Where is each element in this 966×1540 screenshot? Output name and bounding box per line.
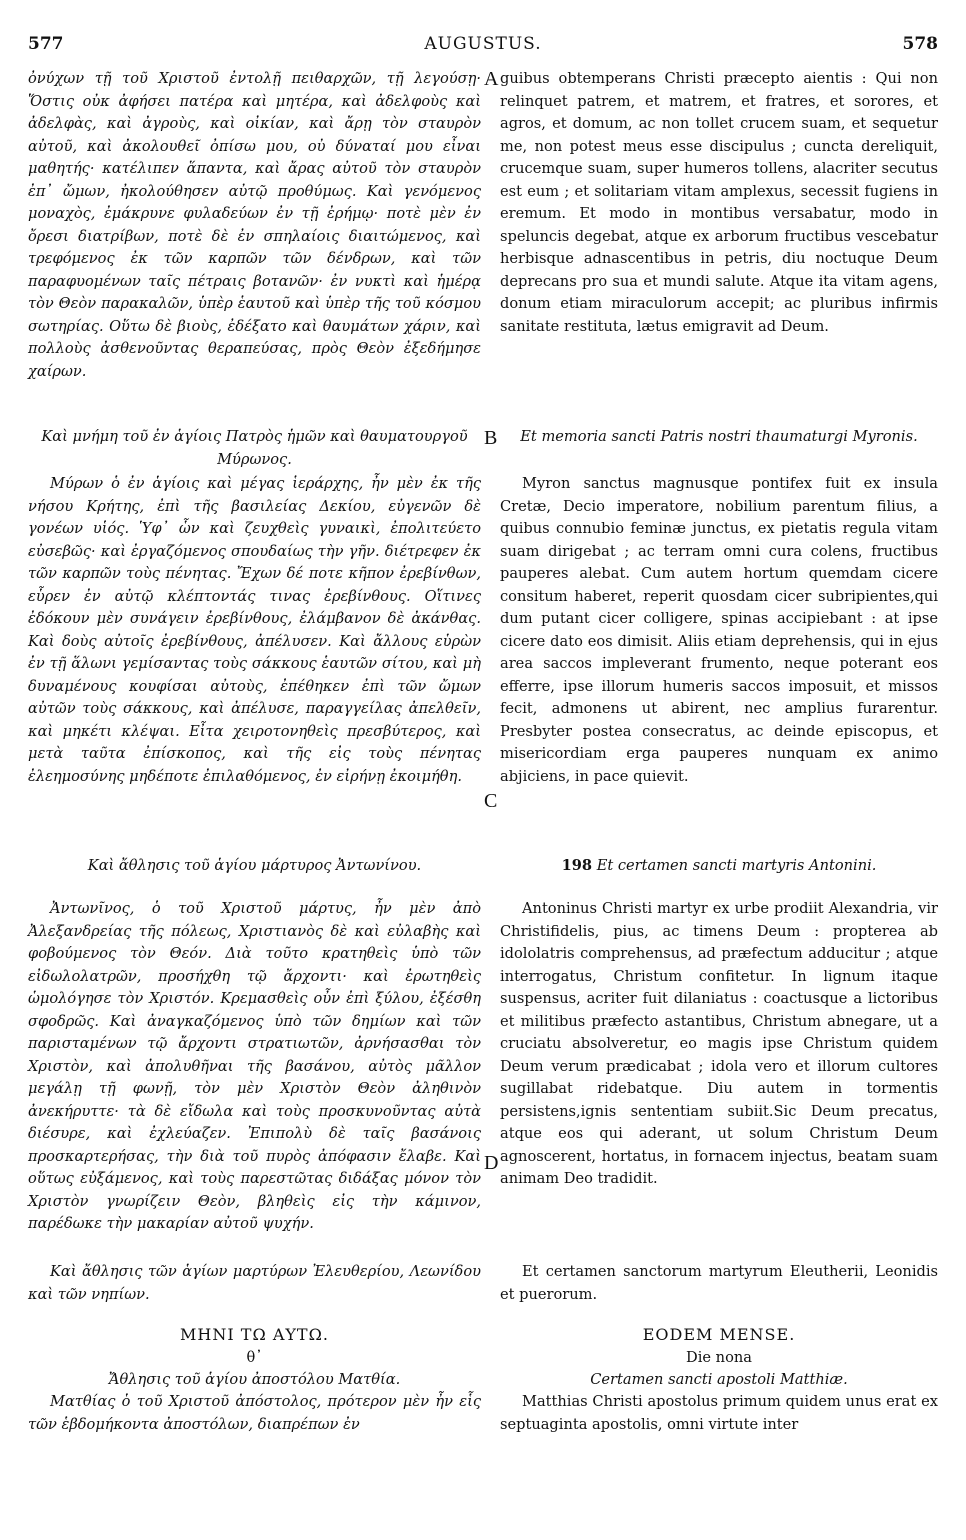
greek-heading-antoninus: Καὶ ἄθλησις τοῦ ἁγίου μάρτυρος Ἀντωνίνου. bbox=[87, 857, 422, 874]
margin-letter-c: C bbox=[484, 790, 498, 812]
greek-paragraph-myron: Μύρων ὁ ἐν ἁγίοις καὶ μέγας ἱεράρχης, ἦν μὲν ἐκ τῆς νήσου Κρήτης, ἐπὶ τῆς βασιλείας Δεκίου, εὐγενῶν δὲ γονέων υἱός. Ὑφ᾽ ὧν καὶ ζευχθεὶς γυναικὶ, ἐπολιτεύετο εὐσεβῶς· καὶ ἐργαζόμενος σπουδαίως τὴν γῆν. διέτρεφεν ἐκ τῶν καρπῶν τοὺς πένητας. Ἔχων δέ ποτε κῆπον ἐρεβίνθων, εὗρεν ἐν αὐτῷ κλέπτοντάς τινας ἐρεβίνθους. Οἵτινες ἐδόκουν μὲν συνάγειν ἐρεβίνθους, ἐλάμβανον δὲ ἀκάνθας. Καὶ δοὺς αὐτοῖς ἐρεβίνθους, ἀπέλυσεν. Καὶ ἄλλους εὑρὼν ἐν τῇ ἅλωνι γεμίσαντας τοὺς σάκκους ἑαυτῶν σίτου, καὶ μὴ δυναμένους κουφίσαι αὐτοὺς, ἐπέθηκεν ἐπὶ τῶν ὤμων αὐτῶν τοὺς σάκκους, καὶ ἀπέλυσε, παραγγείλας ἀπελθεῖν, καὶ μηκέτι κλέψαι. Εἶτα χειροτονηθεὶς πρεσβύτερος, καὶ μετὰ ταῦτα ἐπίσκοπος, καὶ τῆς εἰς τοὺς πένητας ἐλεημοσύνης μηδέποτε ἐπιλαθόμενος, ἐν εἰρήνῃ ἐκοιμήθη. bbox=[28, 475, 481, 785]
latin-paragraph-antoninus: Antoninus Christi martyr ex urbe prodiit Alexandria, vir Christifidelis, pius, ac timens Deum : propterea ab idololatris comprehensus, ad præfectum adducitur ; atque interrogatus, Christum confitetur. In lignum itaque suspensus, acriter fuit dilaniatus : coactusque a lictoribus et militibus præfecto astantibus, Christum abnegare, ut a cruciatu absolveretur, eo magis ipse Christum quidem Deum verum prædicabat ; idola vero et illorum cultores sugillabat ridebatque. Diu autem in tormentis persistens,ignis sententiam subiit.Sic Deum precatus, atque eos qui aderant, ut solum Christum Deum agnoscerent, hortatus, in fornacem injectus, beatam suam animam Deo tradidit. bbox=[500, 900, 938, 1187]
latin-day-label: Die nona bbox=[686, 1348, 752, 1366]
margin-letter-a: A bbox=[484, 68, 499, 90]
page-header bbox=[28, 34, 938, 58]
margin-letter-b: B bbox=[484, 427, 498, 449]
greek-paragraph-matthias: Ματθίας ὁ τοῦ Χριστοῦ ἀπόστολος, πρότερον μὲν ἦν εἷς τῶν ἑβδομήκοντα ἀποστόλων, διαπρέπων ἐν bbox=[28, 1393, 481, 1433]
latin-heading-myron: Et memoria sancti Patris nostri thaumaturgi Myronis. bbox=[520, 428, 918, 445]
greek-heading-matthias: Ἄθλησις τοῦ ἁγίου ἀποστόλου Ματθία. bbox=[108, 1371, 401, 1388]
latin-heading-eleutherius: Et certamen sanctorum martyrum Eleutherii, Leonidis et puerorum. bbox=[500, 1263, 938, 1303]
greek-day-number: θ᾽ bbox=[246, 1348, 263, 1366]
latin-paragraph-matthias: Matthias Christi apostolus primum quidem unus erat ex septuaginta apostolis, omni virtute inter bbox=[500, 1393, 938, 1433]
greek-month-heading: ΜΗΝΙ ΤΩ ΑΥΤΩ. bbox=[180, 1325, 329, 1344]
latin-heading-antoninus bbox=[500, 855, 938, 878]
latin-paragraph-1: guibus obtemperans Christi præcepto aientis : Qui non relinquet patrem, et matrem, et fratres, et sorores, et agros, et domum, ac non tollet crucem suam, et sequetur me, non potest meus esse discipulus ; cuncta dereliquit, crucemque suam, super humeros tollens, alacriter secutus est eum ; et solitariam vitam amplexus, secessit fugiens in eremum. Et modo in montibus versabatur, modo in speluncis degebat, atque ex arborum fructibus vescebatur herbisque adnascentibus in petris, diu noctuque Deum deprecans pro sua et mundi salute. Atque ita vitam agens, donum etiam miraculorum accepit; ac pluribus infirmis sanitate restituta, lætus emigravit ad Deum. bbox=[500, 70, 938, 335]
page-number-left: 577 bbox=[28, 34, 64, 54]
latin-paragraph-myron: Myron sanctus magnusque pontifex fuit ex insula Cretæ, Decio imperatore, nobilium parentum filius, a quibus connubio feminæ junctus, ex pietatis regula vitam suam dirigebat ; ac terram omni cura colens, fructibus pauperes alebat. Cum autem hortum quemdam cicere consitum haberet, reperit quosdam cicer subripientes,qui dum putant cicer colligere, spinas accipiebant : at ipse cicere dato eos dimisit. Aliis etiam deprehensis, qui in ejus area saccos impleverant frumento, neque poterant eos efferre, ipse illorum humeris saccos imposuit, et missos fecit, admonens ut abirent, nec amplius furarentur. Presbyter postea consecratus, ac deinde episcopus, et misericordiam erga pauperes nunquam ex animo abjiciens, in pace quievit. bbox=[500, 475, 938, 785]
section-number: 198 bbox=[561, 857, 593, 874]
greek-heading-eleutherius: Καὶ ἄθλησις τῶν ἁγίων μαρτύρων Ἐλευθερίου, Λεωνίδου καὶ τῶν νηπίων. bbox=[28, 1263, 481, 1303]
latin-month-heading: EODEM MENSE. bbox=[642, 1325, 796, 1344]
greek-paragraph-antoninus: Ἀντωνῖνος, ὁ τοῦ Χριστοῦ μάρτυς, ἦν μὲν ἀπὸ Ἀλεξανδρείας τῆς πόλεως, Χριστιανὸς δὲ καὶ εὐλαβὴς καὶ φοβούμενος τὸν Θεόν. Διὰ τοῦτο κρατηθεὶς ὑπὸ τῶν εἰδωλολατρῶν, προσήχθη τῷ ἄρχοντι· καὶ ἐρωτηθεὶς ὡμολόγησε τὸν Χριστόν. Κρεμασθεὶς οὖν ἐπὶ ξύλου, ἐξέσθη σφοδρῶς. Καὶ ἀναγκαζόμενος ὑπὸ τῶν δημίων καὶ τῶν παρισταμένων τῷ ἄρχοντι στρατιωτῶν, ἀρνήσασθαι τὸν Χριστὸν, καὶ ἀπολυθῆναι τῆς βασάνου, αὐτὸς μᾶλλον μεγάλῃ τῇ φωνῇ, τὸν μὲν Χριστὸν Θεὸν ἀληθινὸν ἀνεκήρυττε· τὰ δὲ εἴδωλα καὶ τοὺς προσκυνοῦντας αὐτὰ διέσυρε, καὶ ἐχλεύαζεν. Ἐπιπολὺ δὲ ταῖς βασάνοις προσκαρτερήσας, τὴν διὰ τοῦ πυρὸς ἀπόφασιν ἔλαβε. Καὶ οὕτως εὐξάμενος, καὶ τοὺς παρεστῶτας διδάξας μόνον τὸν Χριστὸν γνωρίζειν Θεὸν, βληθεὶς εἰς τὴν κάμινον, παρέδωκε τὴν μακαρίαν αὐτοῦ ψυχήν. bbox=[28, 900, 481, 1232]
greek-paragraph-1: ὀνύχων τῇ τοῦ Χριστοῦ ἐντολῇ πειθαρχῶν, τῇ λεγούσῃ· Ὅστις οὐκ ἀφήσει πατέρα καὶ μητέρα, καὶ ἀδελφοὺς καὶ ἀδελφὰς, καὶ ἀγροὺς, καὶ οἰκίαν, καὶ ἄρῃ τὸν σταυρὸν αὐτοῦ, καὶ ἀκολουθεῖ ὀπίσω μου, οὐ δύναταί μου εἶναι μαθητής· κατέλιπεν ἅπαντα, καὶ ἄρας αὐτοῦ τὸν σταυρὸν ἐπ᾽ ὤμων, ἠκολούθησεν αὐτῷ προθύμως. Καὶ γενόμενος μοναχὸς, ἐμάκρυνε φυλαδεύων ἐν τῇ ἐρήμῳ· ποτὲ μὲν ἐν ὄρεσι διατρίβων, ποτὲ δὲ ἐν σπηλαίοις διαιτώμενος, καὶ τρεφόμενος ἐκ τῶν καρπῶν τῶν δένδρων, καὶ τῶν παραφυομένων ταῖς πέτραις βοτανῶν· ἐν νυκτὶ καὶ ἡμέρᾳ τὸν Θεὸν παρακαλῶν, ὑπὲρ ἑαυτοῦ καὶ ὑπὲρ τῆς τοῦ κόσμου σωτηρίας. Οὕτω δὲ βιοὺς, ἐδέξατο καὶ θαυμάτων χάριν, καὶ πολλοὺς ἀσθενοῦντας θεραπεύσας, πρὸς Θεὸν ἐξεδήμησε χαίρων. bbox=[28, 70, 481, 380]
margin-letter-d: D bbox=[484, 1152, 499, 1174]
greek-heading-myron: Καὶ μνήμη τοῦ ἐν ἁγίοις Πατρὸς ἡμῶν καὶ θαυματουργοῦ Μύρωνος. bbox=[41, 428, 468, 468]
latin-heading-antoninus-text: Et certamen sancti martyris Antonini. bbox=[596, 857, 877, 874]
latin-heading-matthias: Certamen sancti apostoli Matthiæ. bbox=[590, 1371, 848, 1388]
page-number-right: 578 bbox=[902, 34, 938, 54]
running-title: AUGUSTUS. bbox=[424, 34, 542, 54]
